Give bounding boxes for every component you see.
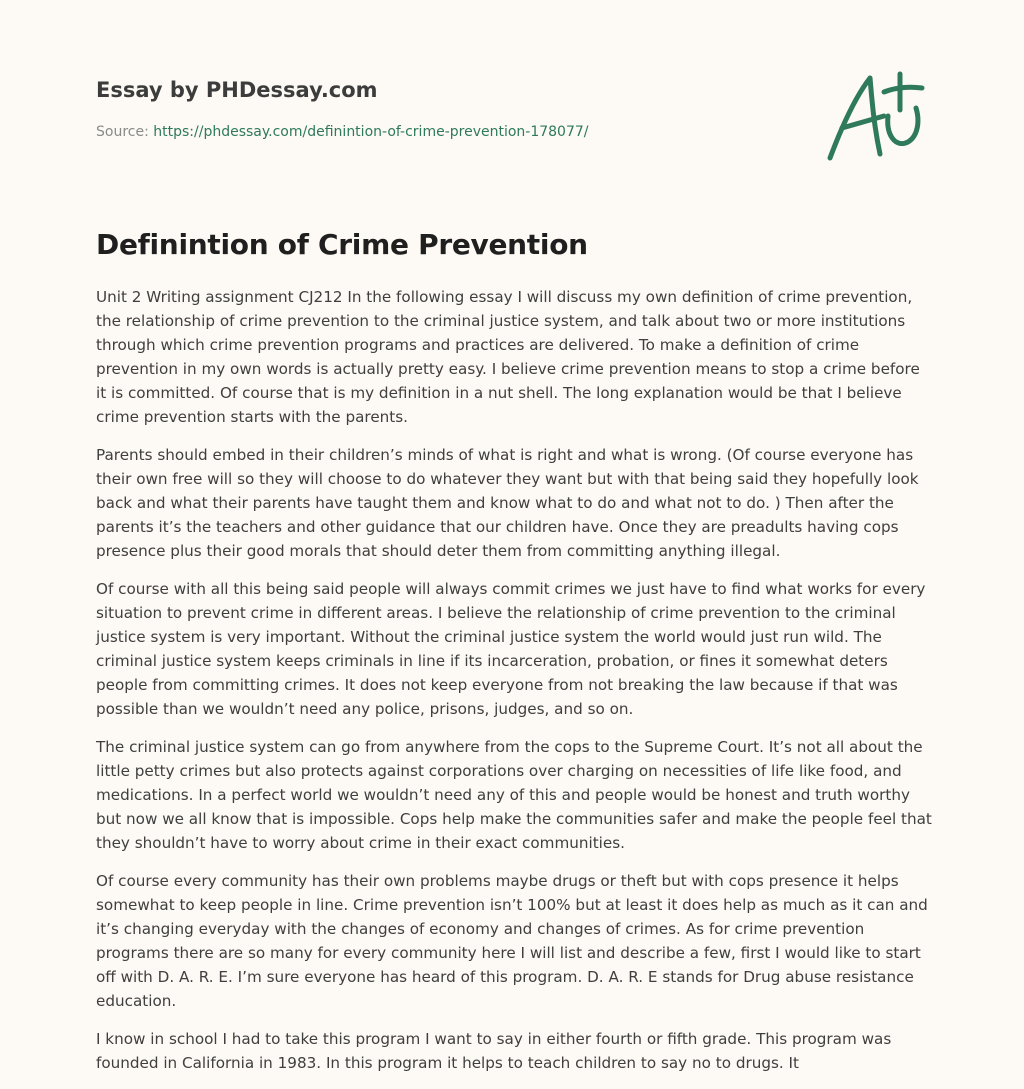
- source-label: Source:: [96, 124, 149, 140]
- essay-paragraph: Of course with all this being said people will always commit crimes we just have to find what works for every situation to prevent crime in different areas. I believe the relationship of crime prevention to the criminal justice system is very important. Without the criminal justice system the world would just run wild. The criminal justice system keeps criminals in line if its incarceration, probation, or fines it somewhat deters people from committing crimes. It does not keep everyone from not breaking the law because if that was possible than we wouldn’t need any police, prisons, judges, and so on.: [96, 580, 926, 718]
- essay-title: Definintion of Crime Prevention: [96, 228, 588, 261]
- essay-paragraph: Parents should embed in their children’s minds of what is right and what is wrong. (Of course everyone has their own free will so they will choose to do whatever they want but with that being said they hopefully look back and what their parents have taught them and know what to do and what not to do. ) Then after the parents it’s the teachers and other guidance that our children have. Once they are preadults having cops presence plus their good morals that should deter them from committing anything illegal.: [96, 446, 919, 560]
- essay-paragraph: Of course every community has their own problems maybe drugs or theft but with cops presence it helps somewhat to keep people in line. Crime prevention isn’t 100% but at least it does help as much as it can and it’s changing everyday with the changes of economy and changes of crimes. As for crime prevention programs there are so many for every community here I will list and describe a few, first I would like to start off with D. A. R. E. I’m sure everyone has heard of this program. D. A. R. E stands for Drug abuse resistance education.: [96, 872, 928, 1010]
- essay-paragraph: I know in school I had to take this program I want to say in either fourth or fifth grade. This program was founded in California in 1983. In this program it helps to teach children to say no to drugs. It: [96, 1030, 892, 1072]
- page-header: [96, 76, 696, 142]
- a-plus-grade-icon: [820, 66, 930, 166]
- source-line: [96, 122, 696, 142]
- essay-paragraph: Unit 2 Writing assignment CJ212 In the following essay I will discuss my own definition of crime prevention, the relationship of crime prevention to the criminal justice system, and talk about two or more institutions through which crime prevention programs and practices are delivered. To make a definition of crime prevention in my own words is actually pretty easy. I believe crime prevention means to stop a crime before it is committed. Of course that is my definition in a nut shell. The long explanation would be that I believe crime prevention starts with the parents.: [96, 288, 920, 426]
- site-brand: Essay by PHDessay.com: [96, 78, 378, 102]
- essay-paragraph: The criminal justice system can go from anywhere from the cops to the Supreme Court. It’s not all about the little petty crimes but also protects against corporations over charging on necessities of life like food, and medications. In a perfect world we wouldn’t need any of this and people would be honest and truth worthy but now we all know that is impossible. Cops help make the communities safer and make the people feel that they shouldn’t have to worry about crime in their exact communities.: [96, 738, 932, 852]
- source-link[interactable]: https://phdessay.com/definintion-of-crime-prevention-178077/: [153, 124, 589, 140]
- essay-body: [96, 285, 934, 1089]
